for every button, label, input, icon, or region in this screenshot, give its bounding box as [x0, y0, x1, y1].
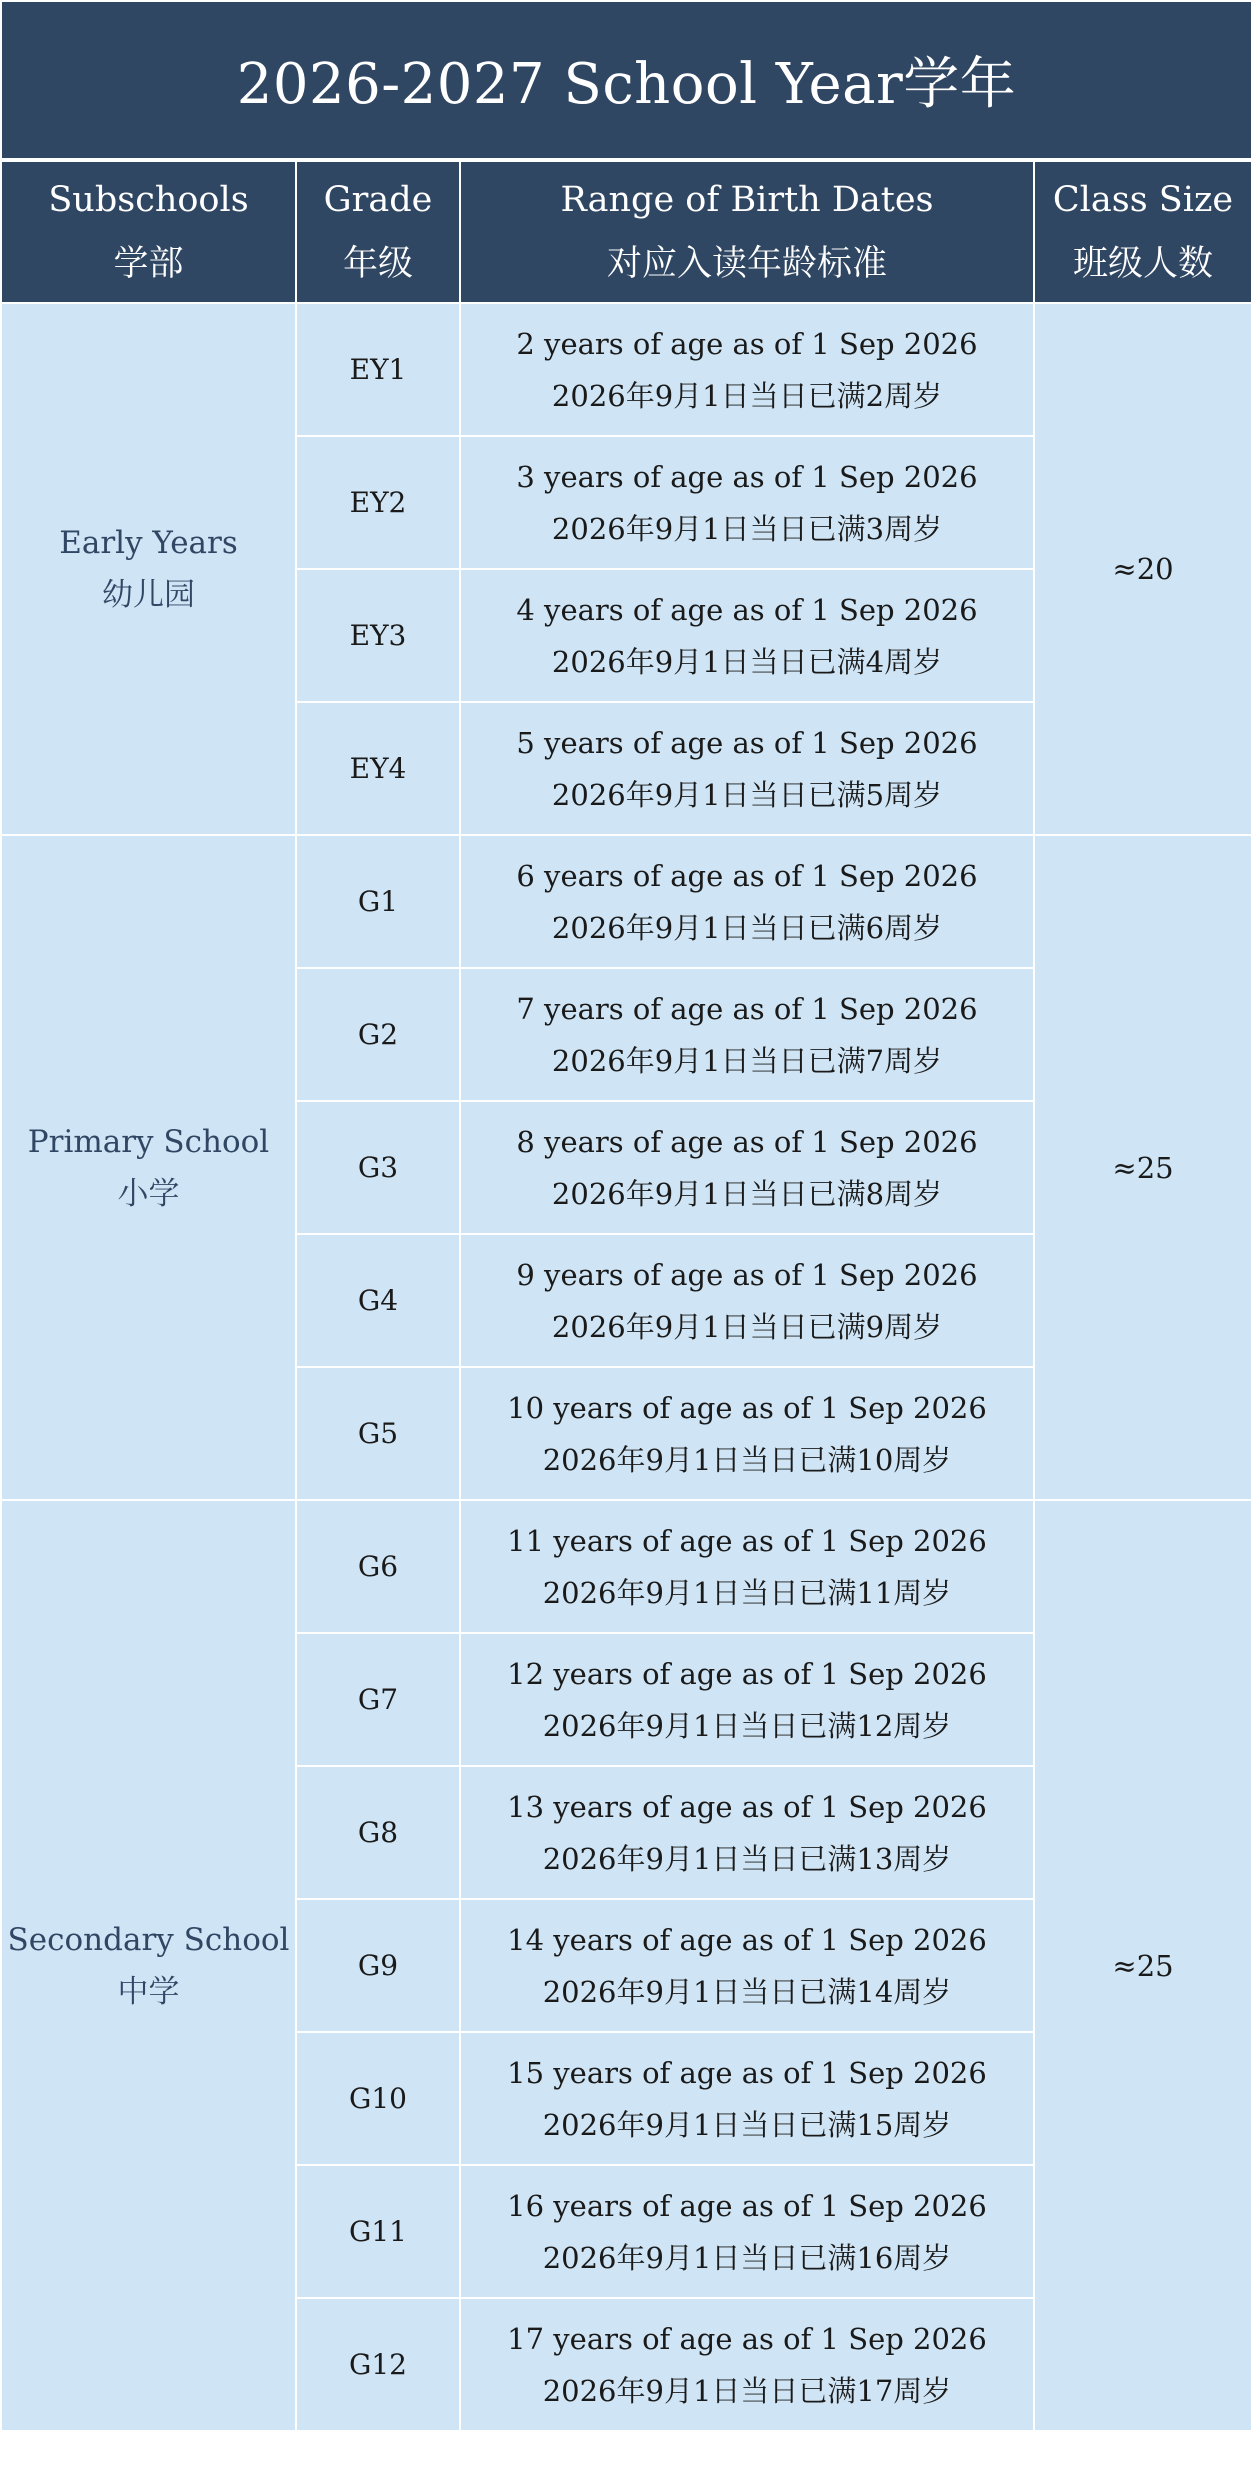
header-class-size — [1034, 161, 1251, 303]
page-title: 2026-2027 School Year学年 — [2, 2, 1251, 158]
grade-cell: EY4 — [296, 702, 460, 835]
birth-range-zh: 2026年9月1日当日已满14周岁 — [542, 1974, 952, 2009]
birth-range-cell — [460, 1633, 1034, 1766]
header-birth-range-zh: 对应入读年龄标准 — [606, 244, 887, 284]
birth-range-cell — [460, 436, 1034, 569]
grade-cell: G10 — [296, 2032, 460, 2165]
birth-range-cell — [460, 569, 1034, 702]
table-body — [2, 303, 1251, 2431]
grade-cell: G3 — [296, 1101, 460, 1234]
birth-range-zh: 2026年9月1日当日已满3周岁 — [551, 511, 943, 546]
header-class-size-en: Class Size — [1052, 180, 1234, 220]
table-row — [2, 1500, 1251, 1633]
table-row — [2, 303, 1251, 436]
header-grade — [296, 161, 460, 303]
grade-cell: EY2 — [296, 436, 460, 569]
birth-range-zh: 2026年9月1日当日已满15周岁 — [542, 2107, 952, 2142]
birth-range-cell — [460, 1367, 1034, 1500]
subschool-name-en: Early Years — [59, 525, 238, 561]
header-class-size-zh: 班级人数 — [1072, 244, 1213, 284]
birth-range-en: 8 years of age as of 1 Sep 2026 — [516, 1124, 978, 1159]
birth-range-zh: 2026年9月1日当日已满9周岁 — [551, 1309, 943, 1344]
birth-range-en: 4 years of age as of 1 Sep 2026 — [516, 592, 978, 627]
grade-cell: G8 — [296, 1766, 460, 1899]
birth-range-zh: 2026年9月1日当日已满6周岁 — [551, 910, 943, 945]
birth-range-zh: 2026年9月1日当日已满5周岁 — [551, 777, 943, 812]
grade-cell: G5 — [296, 1367, 460, 1500]
header-grade-zh: 年级 — [342, 244, 413, 284]
birth-range-cell — [460, 2032, 1034, 2165]
table-header-row — [2, 161, 1251, 303]
birth-range-cell — [460, 835, 1034, 968]
subschool-cell — [2, 835, 296, 1500]
grade-cell: G1 — [296, 835, 460, 968]
birth-range-zh: 2026年9月1日当日已满2周岁 — [551, 378, 943, 413]
birth-range-cell — [460, 1500, 1034, 1633]
birth-range-cell — [460, 2298, 1034, 2431]
birth-range-cell — [460, 303, 1034, 436]
table-row — [2, 835, 1251, 968]
birth-range-zh: 2026年9月1日当日已满7周岁 — [551, 1043, 943, 1078]
birth-range-en: 3 years of age as of 1 Sep 2026 — [516, 459, 978, 494]
birth-range-en: 14 years of age as of 1 Sep 2026 — [507, 1922, 987, 1957]
birth-range-en: 17 years of age as of 1 Sep 2026 — [507, 2321, 987, 2356]
header-subschools — [2, 161, 296, 303]
birth-range-en: 16 years of age as of 1 Sep 2026 — [507, 2188, 987, 2223]
birth-range-zh: 2026年9月1日当日已满17周岁 — [542, 2373, 952, 2408]
grade-age-table — [2, 160, 1251, 2432]
birth-range-cell — [460, 1766, 1034, 1899]
class-size-cell: ≈20 — [1034, 303, 1251, 835]
birth-range-zh: 2026年9月1日当日已满13周岁 — [542, 1841, 952, 1876]
birth-range-cell — [460, 1101, 1034, 1234]
birth-range-zh: 2026年9月1日当日已满4周岁 — [551, 644, 943, 679]
subschool-cell — [2, 303, 296, 835]
birth-range-en: 10 years of age as of 1 Sep 2026 — [507, 1390, 987, 1425]
class-size-cell: ≈25 — [1034, 1500, 1251, 2431]
grade-cell: EY3 — [296, 569, 460, 702]
birth-range-zh: 2026年9月1日当日已满10周岁 — [542, 1442, 952, 1477]
subschool-name-en: Primary School — [27, 1123, 270, 1160]
birth-range-cell — [460, 968, 1034, 1101]
birth-range-cell — [460, 702, 1034, 835]
birth-range-en: 9 years of age as of 1 Sep 2026 — [516, 1257, 978, 1292]
birth-range-cell — [460, 1234, 1034, 1367]
grade-cell: G4 — [296, 1234, 460, 1367]
birth-range-en: 6 years of age as of 1 Sep 2026 — [516, 858, 978, 893]
birth-range-cell — [460, 1899, 1034, 2032]
grade-cell: G9 — [296, 1899, 460, 2032]
header-grade-en: Grade — [323, 180, 433, 220]
header-birth-range — [460, 161, 1034, 303]
grade-cell: G2 — [296, 968, 460, 1101]
subschool-name-en: Secondary School — [7, 1921, 290, 1958]
grade-cell: G12 — [296, 2298, 460, 2431]
class-size-cell: ≈25 — [1034, 835, 1251, 1500]
birth-range-en: 2 years of age as of 1 Sep 2026 — [516, 326, 978, 361]
birth-range-en: 7 years of age as of 1 Sep 2026 — [516, 991, 978, 1026]
header-subschools-zh: 学部 — [113, 244, 184, 284]
birth-range-en: 15 years of age as of 1 Sep 2026 — [507, 2055, 987, 2090]
header-subschools-en: Subschools — [48, 180, 249, 220]
birth-range-en: 13 years of age as of 1 Sep 2026 — [507, 1789, 987, 1824]
subschool-name-zh: 中学 — [117, 1973, 180, 2010]
header-birth-range-en: Range of Birth Dates — [560, 180, 934, 220]
subschool-name-zh: 幼儿园 — [102, 577, 195, 613]
grade-cell: G6 — [296, 1500, 460, 1633]
birth-range-zh: 2026年9月1日当日已满12周岁 — [542, 1708, 952, 1743]
subschool-cell — [2, 1500, 296, 2431]
birth-range-cell — [460, 2165, 1034, 2298]
birth-range-zh: 2026年9月1日当日已满11周岁 — [542, 1575, 952, 1610]
birth-range-zh: 2026年9月1日当日已满8周岁 — [551, 1176, 943, 1211]
birth-range-en: 5 years of age as of 1 Sep 2026 — [516, 725, 978, 760]
birth-range-zh: 2026年9月1日当日已满16周岁 — [542, 2240, 952, 2275]
grade-cell: EY1 — [296, 303, 460, 436]
birth-range-en: 11 years of age as of 1 Sep 2026 — [507, 1523, 987, 1558]
subschool-name-zh: 小学 — [117, 1175, 180, 1212]
grade-cell: G7 — [296, 1633, 460, 1766]
grade-cell: G11 — [296, 2165, 460, 2298]
birth-range-en: 12 years of age as of 1 Sep 2026 — [507, 1656, 987, 1691]
